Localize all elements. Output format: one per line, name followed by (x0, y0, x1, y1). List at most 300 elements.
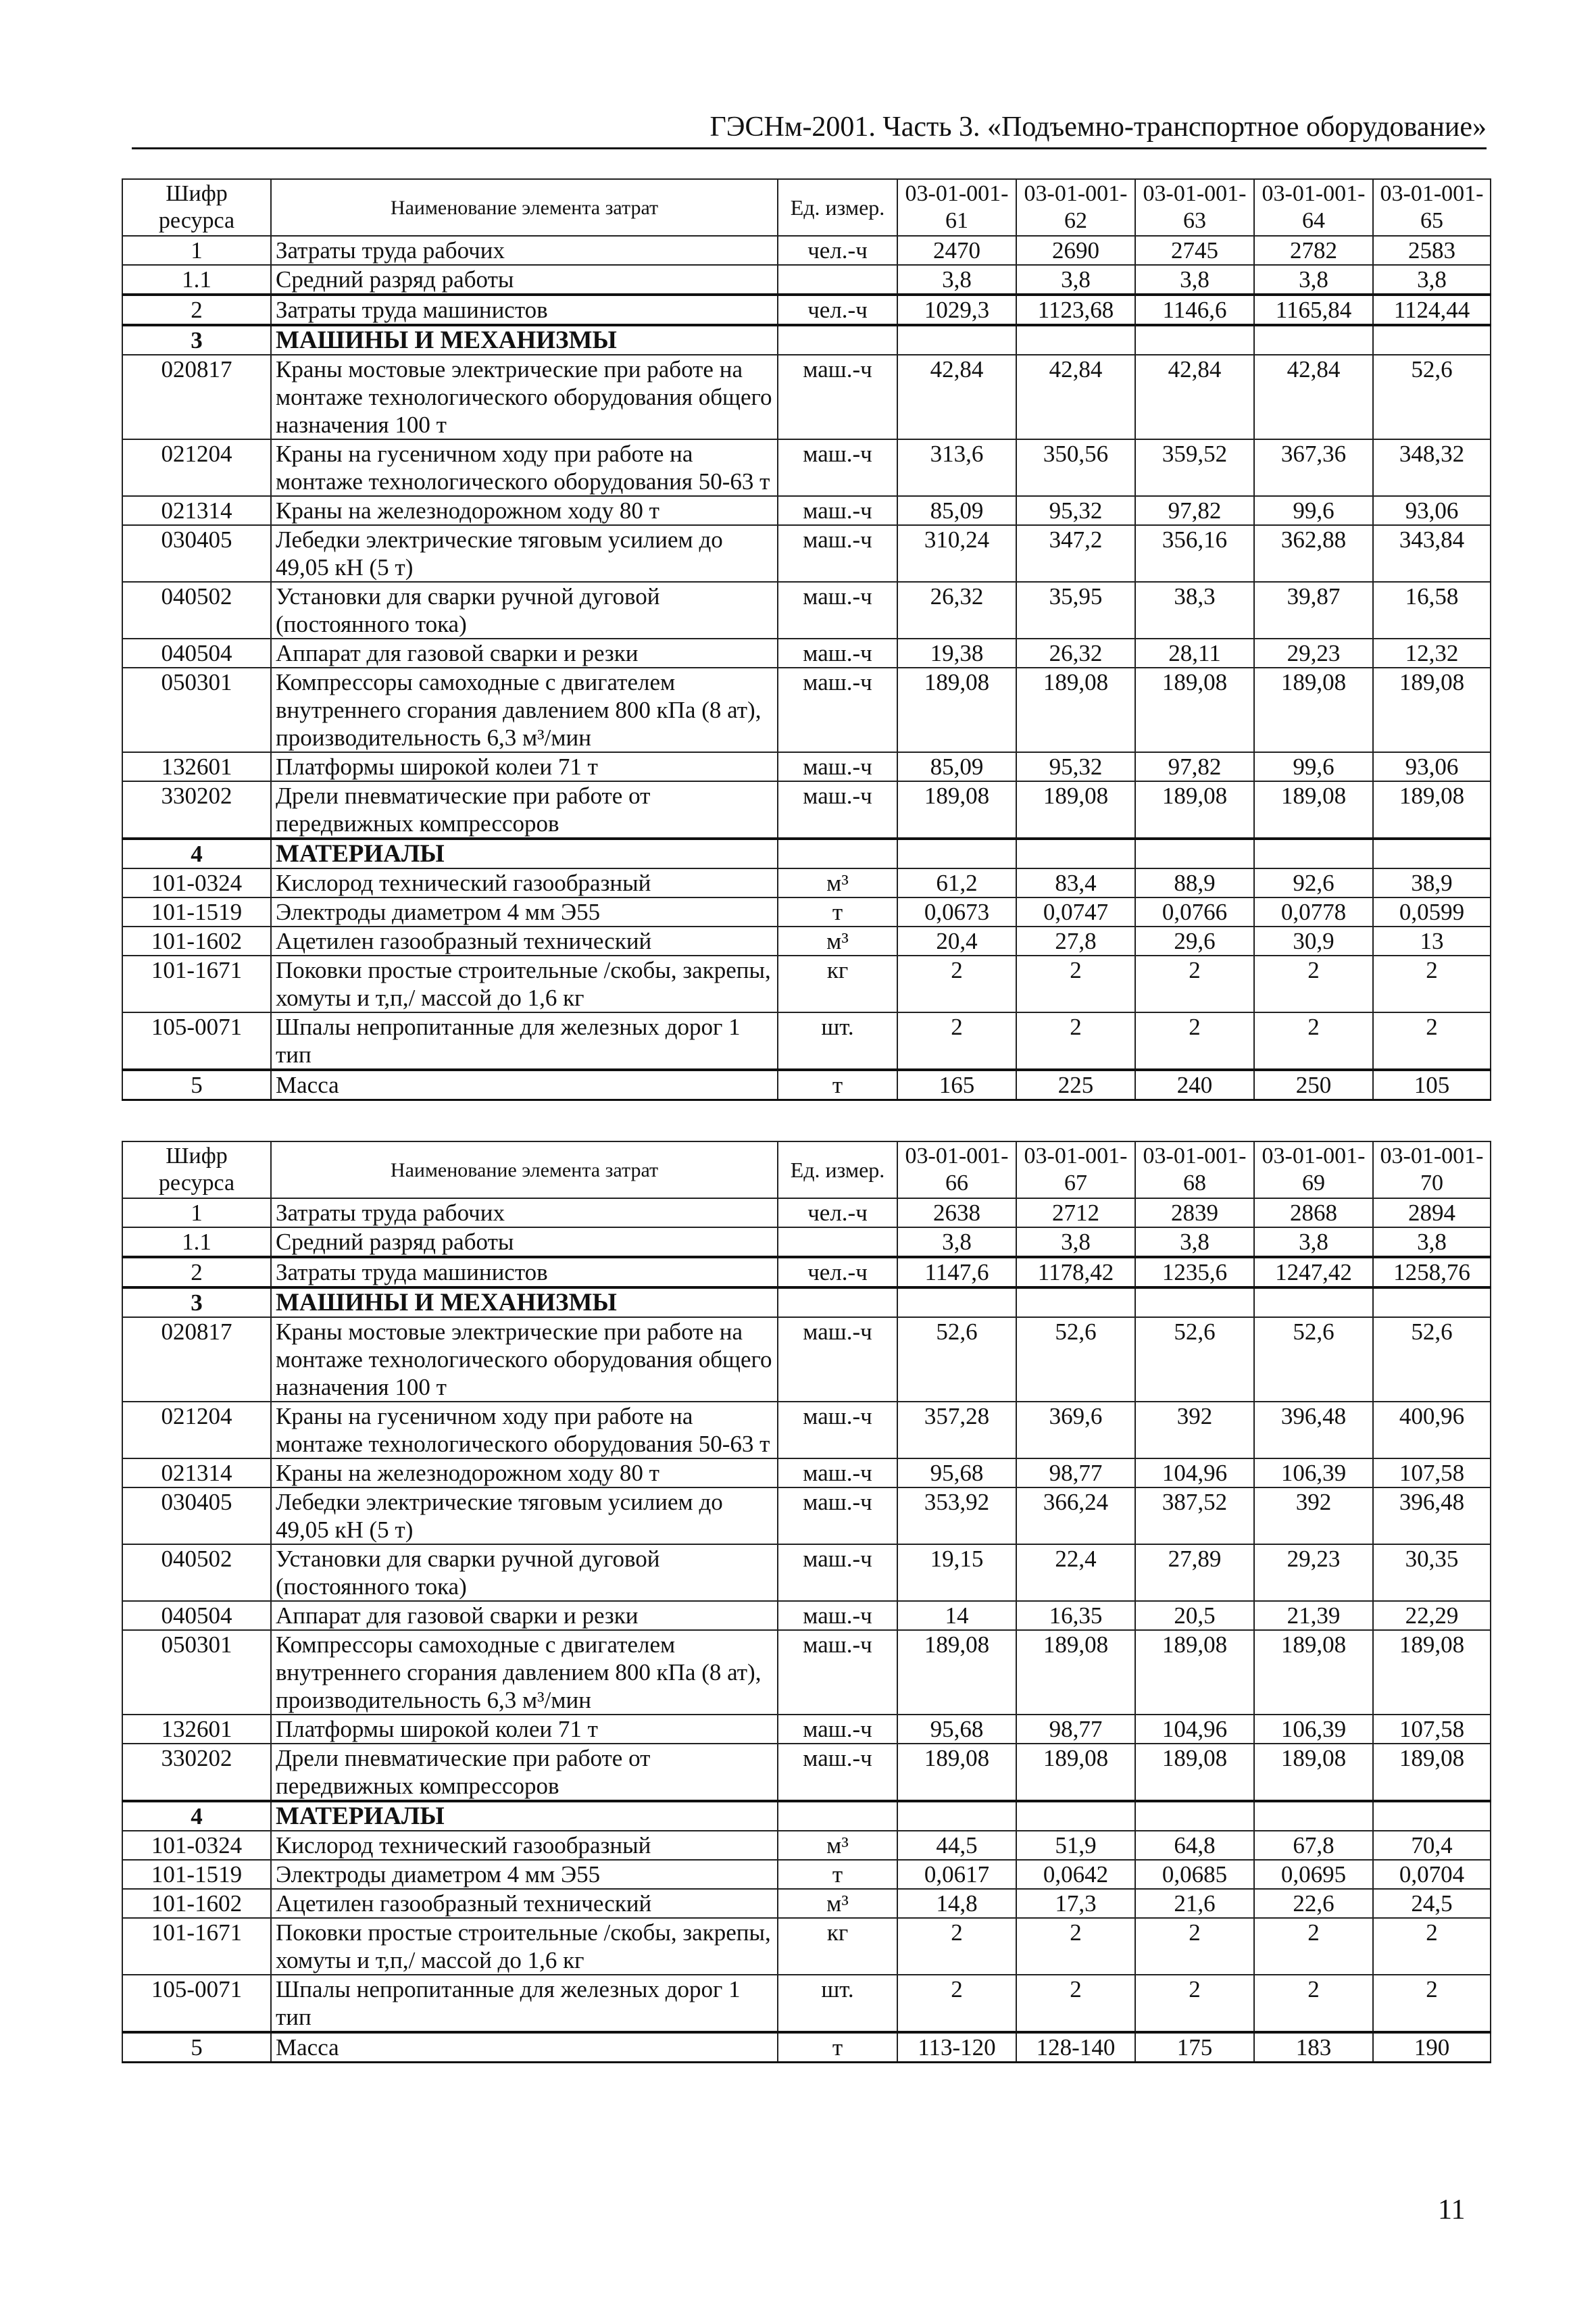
table-body (122, 236, 1491, 1100)
value-cell: 70,4 (1373, 1831, 1491, 1860)
value-cell: 22,4 (1016, 1544, 1135, 1601)
unit-cell: м³ (778, 927, 897, 956)
unit-cell: маш.-ч (778, 1715, 897, 1744)
cost-element-name-cell: Кислород технический газообразный (271, 1831, 778, 1860)
resource-code-cell: 5 (122, 1070, 271, 1100)
header-title: ГЭСНм-2001. Часть 3. «Подъемно-транспортное оборудование» (709, 112, 1487, 143)
value-cell: 313,6 (897, 439, 1016, 496)
resource-code-cell: 2 (122, 1257, 271, 1287)
value-cell: 67,8 (1254, 1831, 1373, 1860)
value-cell: 3,8 (1016, 265, 1135, 295)
value-cell (1135, 325, 1254, 355)
table-row (122, 525, 1491, 582)
col-norm-code: 03-01-001-64 (1254, 179, 1373, 236)
table-row (122, 1012, 1491, 1070)
value-cell: 0,0704 (1373, 1860, 1491, 1889)
table-row (122, 1975, 1491, 2032)
unit-cell: шт. (778, 1012, 897, 1070)
value-cell: 52,6 (1373, 1317, 1491, 1402)
col-norm-code: 03-01-001-63 (1135, 179, 1254, 236)
value-cell (1254, 325, 1373, 355)
value-cell (1254, 839, 1373, 868)
value-cell: 0,0599 (1373, 897, 1491, 927)
resource-code-cell: 132601 (122, 1715, 271, 1744)
value-cell: 2868 (1254, 1198, 1373, 1227)
value-cell: 95,32 (1016, 752, 1135, 781)
col-norm-code: 03-01-001-62 (1016, 179, 1135, 236)
unit-cell: маш.-ч (778, 639, 897, 668)
value-cell: 107,58 (1373, 1458, 1491, 1487)
cost-element-name-cell: Краны мостовые электрические при работе на монтаже технологического оборудования общего назначения 100 т (271, 355, 778, 439)
value-cell: 189,08 (1016, 1630, 1135, 1715)
value-cell (1373, 325, 1491, 355)
resource-code-cell: 050301 (122, 1630, 271, 1715)
value-cell: 3,8 (1373, 1227, 1491, 1257)
value-cell: 189,08 (1016, 668, 1135, 752)
value-cell: 310,24 (897, 525, 1016, 582)
unit-cell (778, 839, 897, 868)
value-cell: 97,82 (1135, 752, 1254, 781)
unit-cell: м³ (778, 1831, 897, 1860)
value-cell: 51,9 (1016, 1831, 1135, 1860)
unit-cell: маш.-ч (778, 1487, 897, 1544)
value-cell: 105 (1373, 1070, 1491, 1100)
value-cell: 175 (1135, 2032, 1254, 2063)
resource-code-cell: 030405 (122, 1487, 271, 1544)
unit-cell: чел.-ч (778, 1198, 897, 1227)
value-cell: 22,6 (1254, 1889, 1373, 1918)
value-cell: 22,29 (1373, 1601, 1491, 1630)
cost-element-name-cell: Краны на железнодорожном ходу 80 т (271, 496, 778, 525)
value-cell: 189,08 (1135, 1630, 1254, 1715)
cost-element-name-cell: Электроды диаметром 4 мм Э55 (271, 1860, 778, 1889)
unit-cell: м³ (778, 868, 897, 897)
unit-cell: маш.-ч (778, 668, 897, 752)
value-cell: 1123,68 (1016, 295, 1135, 325)
value-cell: 106,39 (1254, 1458, 1373, 1487)
value-cell: 1146,6 (1135, 295, 1254, 325)
value-cell: 240 (1135, 1070, 1254, 1100)
resource-code-cell: 105-0071 (122, 1012, 271, 1070)
value-cell: 3,8 (1135, 265, 1254, 295)
value-cell: 189,08 (897, 1630, 1016, 1715)
table-row (122, 236, 1491, 265)
value-cell: 104,96 (1135, 1458, 1254, 1487)
value-cell: 17,3 (1016, 1889, 1135, 1918)
value-cell: 52,6 (1135, 1317, 1254, 1402)
value-cell: 3,8 (1016, 1227, 1135, 1257)
value-cell: 189,08 (1016, 1744, 1135, 1801)
running-header (132, 108, 1487, 149)
value-cell: 2 (1373, 1975, 1491, 2032)
unit-cell: маш.-ч (778, 355, 897, 439)
value-cell: 95,68 (897, 1458, 1016, 1487)
value-cell: 0,0695 (1254, 1860, 1373, 1889)
value-cell: 396,48 (1373, 1487, 1491, 1544)
value-cell: 52,6 (1373, 355, 1491, 439)
resource-code-cell: 330202 (122, 1744, 271, 1801)
unit-cell: т (778, 1070, 897, 1100)
value-cell: 42,84 (1254, 355, 1373, 439)
cost-element-name-cell: Лебедки электрические тяговым усилием до 49,05 кН (5 т) (271, 525, 778, 582)
cost-element-name-cell: Краны на гусеничном ходу при работе на монтаже технологического оборудования 50-63 т (271, 1402, 778, 1458)
value-cell: 29,23 (1254, 1544, 1373, 1601)
value-cell: 27,8 (1016, 927, 1135, 956)
value-cell: 16,58 (1373, 582, 1491, 639)
value-cell: 1258,76 (1373, 1257, 1491, 1287)
value-cell: 52,6 (1254, 1317, 1373, 1402)
value-cell (1016, 1287, 1135, 1317)
cost-element-name-cell: Масса (271, 1070, 778, 1100)
value-cell: 30,9 (1254, 927, 1373, 956)
value-cell: 2745 (1135, 236, 1254, 265)
value-cell: 2 (1135, 1975, 1254, 2032)
cost-element-name-cell: МАТЕРИАЛЫ (271, 1801, 778, 1831)
table-row (122, 355, 1491, 439)
value-cell: 189,08 (1373, 1744, 1491, 1801)
value-cell: 1147,6 (897, 1257, 1016, 1287)
value-cell (1016, 1801, 1135, 1831)
value-cell: 189,08 (897, 1744, 1016, 1801)
value-cell: 165 (897, 1070, 1016, 1100)
unit-cell: чел.-ч (778, 295, 897, 325)
value-cell: 106,39 (1254, 1715, 1373, 1744)
value-cell: 1124,44 (1373, 295, 1491, 325)
unit-cell: маш.-ч (778, 496, 897, 525)
value-cell: 189,08 (1254, 668, 1373, 752)
resource-code-cell: 101-1519 (122, 1860, 271, 1889)
col-unit: Ед. измер. (778, 179, 897, 236)
value-cell: 343,84 (1373, 525, 1491, 582)
value-cell: 250 (1254, 1070, 1373, 1100)
value-cell: 21,6 (1135, 1889, 1254, 1918)
table-row (122, 1487, 1491, 1544)
col-norm-code: 03-01-001-70 (1373, 1141, 1491, 1198)
table-row (122, 897, 1491, 927)
value-cell (1135, 1287, 1254, 1317)
value-cell: 2712 (1016, 1198, 1135, 1227)
value-cell: 42,84 (1016, 355, 1135, 439)
value-cell: 99,6 (1254, 752, 1373, 781)
value-cell: 0,0766 (1135, 897, 1254, 927)
unit-cell: маш.-ч (778, 1317, 897, 1402)
value-cell: 348,32 (1373, 439, 1491, 496)
cost-element-name-cell: Дрели пневматические при работе от передвижных компрессоров (271, 1744, 778, 1801)
value-cell: 396,48 (1254, 1402, 1373, 1458)
cost-element-name-cell: Средний разряд работы (271, 1227, 778, 1257)
value-cell: 20,4 (897, 927, 1016, 956)
value-cell: 2 (1373, 956, 1491, 1012)
value-cell: 183 (1254, 2032, 1373, 2063)
unit-cell (778, 1801, 897, 1831)
value-cell: 362,88 (1254, 525, 1373, 582)
value-cell: 225 (1016, 1070, 1135, 1100)
value-cell: 52,6 (897, 1317, 1016, 1402)
value-cell: 99,6 (1254, 496, 1373, 525)
value-cell: 38,3 (1135, 582, 1254, 639)
resource-code-cell: 020817 (122, 1317, 271, 1402)
unit-cell: чел.-ч (778, 236, 897, 265)
value-cell: 21,39 (1254, 1601, 1373, 1630)
unit-cell (778, 1227, 897, 1257)
value-cell: 189,08 (1135, 1744, 1254, 1801)
value-cell: 113-120 (897, 2032, 1016, 2063)
value-cell: 85,09 (897, 752, 1016, 781)
value-cell: 2 (1016, 1012, 1135, 1070)
unit-cell: кг (778, 956, 897, 1012)
value-cell: 189,08 (897, 668, 1016, 752)
value-cell: 35,95 (1016, 582, 1135, 639)
unit-cell (778, 1287, 897, 1317)
value-cell: 39,87 (1254, 582, 1373, 639)
value-cell: 387,52 (1135, 1487, 1254, 1544)
table-row (122, 265, 1491, 295)
cost-element-name-cell: Поковки простые строительные /скобы, закрепы, хомуты и т,п,/ массой до 1,6 кг (271, 1918, 778, 1975)
value-cell: 0,0747 (1016, 897, 1135, 927)
cost-element-name-cell: Компрессоры самоходные с двигателем внутреннего сгорания давлением 800 кПа (8 ат), производительность 6,3 м³/мин (271, 1630, 778, 1715)
value-cell: 1178,42 (1016, 1257, 1135, 1287)
value-cell (897, 1287, 1016, 1317)
value-cell: 0,0617 (897, 1860, 1016, 1889)
section-row (122, 839, 1491, 868)
cost-element-name-cell: Средний разряд работы (271, 265, 778, 295)
table-row (122, 1831, 1491, 1860)
value-cell (897, 839, 1016, 868)
unit-cell: т (778, 897, 897, 927)
unit-cell: маш.-ч (778, 781, 897, 839)
col-norm-code: 03-01-001-65 (1373, 179, 1491, 236)
unit-cell: маш.-ч (778, 1744, 897, 1801)
cost-element-name-cell: Краны на гусеничном ходу при работе на монтаже технологического оборудования 50-63 т (271, 439, 778, 496)
cost-element-name-cell: Электроды диаметром 4 мм Э55 (271, 897, 778, 927)
value-cell: 366,24 (1016, 1487, 1135, 1544)
resource-table-2 (122, 1141, 1491, 2063)
value-cell: 2839 (1135, 1198, 1254, 1227)
col-cost-element-name: Наименование элемента затрат (271, 179, 778, 236)
resource-code-cell: 021204 (122, 439, 271, 496)
table-row (122, 868, 1491, 897)
table-row (122, 1198, 1491, 1227)
value-cell: 98,77 (1016, 1715, 1135, 1744)
value-cell: 107,58 (1373, 1715, 1491, 1744)
resource-code-cell: 2 (122, 295, 271, 325)
value-cell: 128-140 (1016, 2032, 1135, 2063)
value-cell: 42,84 (897, 355, 1016, 439)
value-cell: 1235,6 (1135, 1257, 1254, 1287)
cost-element-name-cell: Краны мостовые электрические при работе на монтаже технологического оборудования общего назначения 100 т (271, 1317, 778, 1402)
table-row (122, 668, 1491, 752)
value-cell: 26,32 (897, 582, 1016, 639)
col-norm-code: 03-01-001-67 (1016, 1141, 1135, 1198)
value-cell: 1247,42 (1254, 1257, 1373, 1287)
value-cell: 356,16 (1135, 525, 1254, 582)
resource-code-cell: 1 (122, 1198, 271, 1227)
value-cell: 2 (1135, 1012, 1254, 1070)
resource-code-cell: 132601 (122, 752, 271, 781)
value-cell: 0,0673 (897, 897, 1016, 927)
unit-cell: маш.-ч (778, 752, 897, 781)
unit-cell (778, 265, 897, 295)
value-cell: 350,56 (1016, 439, 1135, 496)
value-cell: 3,8 (1135, 1227, 1254, 1257)
value-cell: 92,6 (1254, 868, 1373, 897)
cost-element-name-cell: Аппарат для газовой сварки и резки (271, 639, 778, 668)
value-cell: 42,84 (1135, 355, 1254, 439)
cost-element-name-cell: Установки для сварки ручной дуговой (постоянного тока) (271, 1544, 778, 1601)
resource-code-cell: 021204 (122, 1402, 271, 1458)
value-cell: 189,08 (1135, 781, 1254, 839)
table-row (122, 1744, 1491, 1801)
value-cell: 2 (1373, 1918, 1491, 1975)
value-cell: 189,08 (1254, 1630, 1373, 1715)
value-cell: 3,8 (1254, 1227, 1373, 1257)
value-cell: 347,2 (1016, 525, 1135, 582)
cost-element-name-cell: Масса (271, 2032, 778, 2063)
resource-code-cell: 1 (122, 236, 271, 265)
value-cell: 392 (1254, 1487, 1373, 1544)
unit-cell: т (778, 1860, 897, 1889)
unit-cell: маш.-ч (778, 1458, 897, 1487)
table-body (122, 1198, 1491, 2063)
table-row (122, 752, 1491, 781)
table-header-row (122, 1141, 1491, 1198)
resource-code-cell: 040504 (122, 639, 271, 668)
value-cell (1135, 839, 1254, 868)
cost-element-name-cell: Шпалы непропитанные для железных дорог 1 тип (271, 1012, 778, 1070)
unit-cell: маш.-ч (778, 582, 897, 639)
table-row (122, 639, 1491, 668)
table-row (122, 956, 1491, 1012)
value-cell: 61,2 (897, 868, 1016, 897)
resource-code-cell: 4 (122, 1801, 271, 1831)
cost-element-name-cell: Шпалы непропитанные для железных дорог 1 тип (271, 1975, 778, 2032)
col-cost-element-name: Наименование элемента затрат (271, 1141, 778, 1198)
resource-code-cell: 5 (122, 2032, 271, 2063)
col-norm-code: 03-01-001-61 (897, 179, 1016, 236)
value-cell: 3,8 (897, 265, 1016, 295)
unit-cell: чел.-ч (778, 1257, 897, 1287)
table-row (122, 1860, 1491, 1889)
value-cell (897, 1801, 1016, 1831)
cost-element-name-cell: Затраты труда рабочих (271, 236, 778, 265)
value-cell: 14,8 (897, 1889, 1016, 1918)
value-cell: 1165,84 (1254, 295, 1373, 325)
value-cell: 95,32 (1016, 496, 1135, 525)
resource-code-cell: 1.1 (122, 265, 271, 295)
resource-code-cell: 040502 (122, 582, 271, 639)
unit-cell: кг (778, 1918, 897, 1975)
total-row (122, 1070, 1491, 1100)
value-cell: 20,5 (1135, 1601, 1254, 1630)
resource-code-cell: 020817 (122, 355, 271, 439)
value-cell: 52,6 (1016, 1317, 1135, 1402)
table-header-row (122, 179, 1491, 236)
unit-cell: т (778, 2032, 897, 2063)
resource-code-cell: 050301 (122, 668, 271, 752)
value-cell: 2 (1016, 1975, 1135, 2032)
unit-cell: м³ (778, 1889, 897, 1918)
resource-code-cell: 3 (122, 1287, 271, 1317)
page-number: 11 (1438, 2194, 1466, 2225)
value-cell: 2 (897, 1975, 1016, 2032)
section-row (122, 1801, 1491, 1831)
cost-element-name-cell: МАШИНЫ И МЕХАНИЗМЫ (271, 1287, 778, 1317)
value-cell: 1029,3 (897, 295, 1016, 325)
table-row (122, 1889, 1491, 1918)
value-cell: 357,28 (897, 1402, 1016, 1458)
table-row (122, 1257, 1491, 1287)
value-cell: 29,23 (1254, 639, 1373, 668)
value-cell: 2470 (897, 236, 1016, 265)
value-cell (1016, 839, 1135, 868)
value-cell: 30,35 (1373, 1544, 1491, 1601)
value-cell: 189,08 (1016, 781, 1135, 839)
col-resource-code: Шифр ресурса (122, 1141, 271, 1198)
cost-element-name-cell: МАТЕРИАЛЫ (271, 839, 778, 868)
value-cell: 2894 (1373, 1198, 1491, 1227)
value-cell: 2 (1016, 1918, 1135, 1975)
value-cell: 190 (1373, 2032, 1491, 2063)
table-row (122, 1317, 1491, 1402)
value-cell: 19,38 (897, 639, 1016, 668)
resource-code-cell: 101-1671 (122, 1918, 271, 1975)
total-row (122, 2032, 1491, 2063)
value-cell: 97,82 (1135, 496, 1254, 525)
table-row (122, 1458, 1491, 1487)
value-cell (1373, 839, 1491, 868)
value-cell: 189,08 (1135, 668, 1254, 752)
value-cell: 2782 (1254, 236, 1373, 265)
table-row (122, 1227, 1491, 1257)
value-cell: 27,89 (1135, 1544, 1254, 1601)
resource-code-cell: 3 (122, 325, 271, 355)
cost-element-name-cell: Затраты труда машинистов (271, 1257, 778, 1287)
value-cell (1254, 1287, 1373, 1317)
value-cell: 44,5 (897, 1831, 1016, 1860)
resource-code-cell: 330202 (122, 781, 271, 839)
resource-code-cell: 105-0071 (122, 1975, 271, 2032)
table-row (122, 1402, 1491, 1458)
value-cell: 2 (897, 1918, 1016, 1975)
unit-cell: маш.-ч (778, 525, 897, 582)
unit-cell: маш.-ч (778, 1601, 897, 1630)
value-cell: 14 (897, 1601, 1016, 1630)
resource-code-cell: 101-1519 (122, 897, 271, 927)
table-row (122, 781, 1491, 839)
value-cell: 16,35 (1016, 1601, 1135, 1630)
value-cell: 85,09 (897, 496, 1016, 525)
value-cell: 189,08 (1373, 1630, 1491, 1715)
resource-code-cell: 021314 (122, 496, 271, 525)
value-cell: 29,6 (1135, 927, 1254, 956)
value-cell: 12,32 (1373, 639, 1491, 668)
value-cell (1254, 1801, 1373, 1831)
value-cell (897, 325, 1016, 355)
cost-element-name-cell: Поковки простые строительные /скобы, закрепы, хомуты и т,п,/ массой до 1,6 кг (271, 956, 778, 1012)
unit-cell: шт. (778, 1975, 897, 2032)
value-cell: 2 (897, 1012, 1016, 1070)
table-row (122, 582, 1491, 639)
cost-element-name-cell: Аппарат для газовой сварки и резки (271, 1601, 778, 1630)
cost-element-name-cell: Лебедки электрические тяговым усилием до 49,05 кН (5 т) (271, 1487, 778, 1544)
value-cell: 104,96 (1135, 1715, 1254, 1744)
value-cell: 2 (1254, 956, 1373, 1012)
value-cell: 0,0642 (1016, 1860, 1135, 1889)
value-cell: 2 (897, 956, 1016, 1012)
cost-element-name-cell: Ацетилен газообразный технический (271, 1889, 778, 1918)
table-row (122, 1544, 1491, 1601)
section-row (122, 325, 1491, 355)
